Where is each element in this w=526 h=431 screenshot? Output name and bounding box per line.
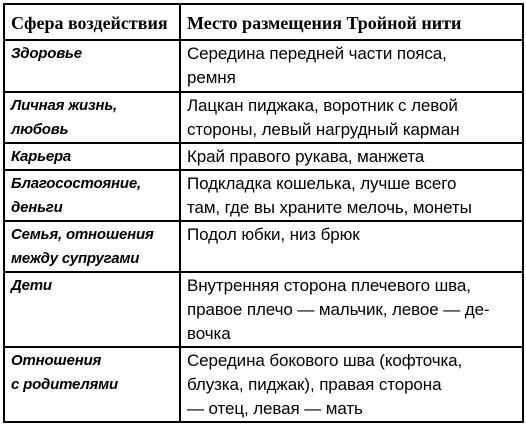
table-row [4,347,523,422]
sphere-cell [4,92,180,143]
header-sphere: Сфера воздействия [4,4,180,40]
thread-placement-table [3,3,524,423]
table-row [4,272,523,347]
sphere-cell [4,272,180,347]
sphere-line: Семья, отношения [11,226,154,243]
placement-line: Середина передней части пояса, [187,44,447,63]
sphere-line: Здоровье [11,45,82,62]
table-row [4,221,523,272]
placement-line: Подкладка кошелька, лучше всего [187,174,457,193]
placement-line: — отец, левая — мать [187,399,363,418]
sphere-line: Благосостояние, [11,175,141,192]
placement-line: вочка [187,324,231,343]
placement-cell [180,143,523,170]
placement-cell [180,347,523,422]
placement-line: Внутренняя сторона плечевого шва, [187,276,471,295]
sphere-line: любовь [11,121,69,138]
table-row [4,40,523,92]
placement-line: там, где вы храните мелочь, монеты [187,198,472,217]
placement-cell [180,40,523,92]
placement-line: Лацкан пиджака, воротник с левой [187,96,458,115]
placement-cell [180,272,523,347]
sphere-cell [4,347,180,422]
sphere-line: между супругами [11,250,140,267]
placement-line: правое плечо — мальчик, левое — де- [187,300,490,319]
placement-line: Середина бокового шва (кофточка, [187,351,463,370]
sphere-line: Дети [11,277,52,294]
placement-line: ремня [187,68,236,87]
placement-line: блузка, пиджак), правая сторона [187,375,442,394]
table-row [4,143,523,170]
sphere-line: деньги [11,199,63,216]
sphere-cell [4,143,180,170]
table-header-row [4,4,523,40]
table-row [4,170,523,221]
sphere-cell [4,221,180,272]
header-placement: Место размещения Тройной нити [180,4,523,40]
sphere-line: Карьера [11,148,72,165]
placement-cell [180,92,523,143]
sphere-cell [4,40,180,92]
placement-line: Подол юбки, низ брюк [187,225,360,244]
placement-cell [180,221,523,272]
placement-line: стороны, левый нагрудный карман [187,120,460,139]
table-row [4,92,523,143]
sphere-line: Личная жизнь, [11,97,118,114]
sphere-line: Отношения [11,352,102,369]
sphere-cell [4,170,180,221]
placement-line: Край правого рукава, манжета [187,147,425,166]
placement-cell [180,170,523,221]
sphere-line: с родителями [11,376,118,393]
